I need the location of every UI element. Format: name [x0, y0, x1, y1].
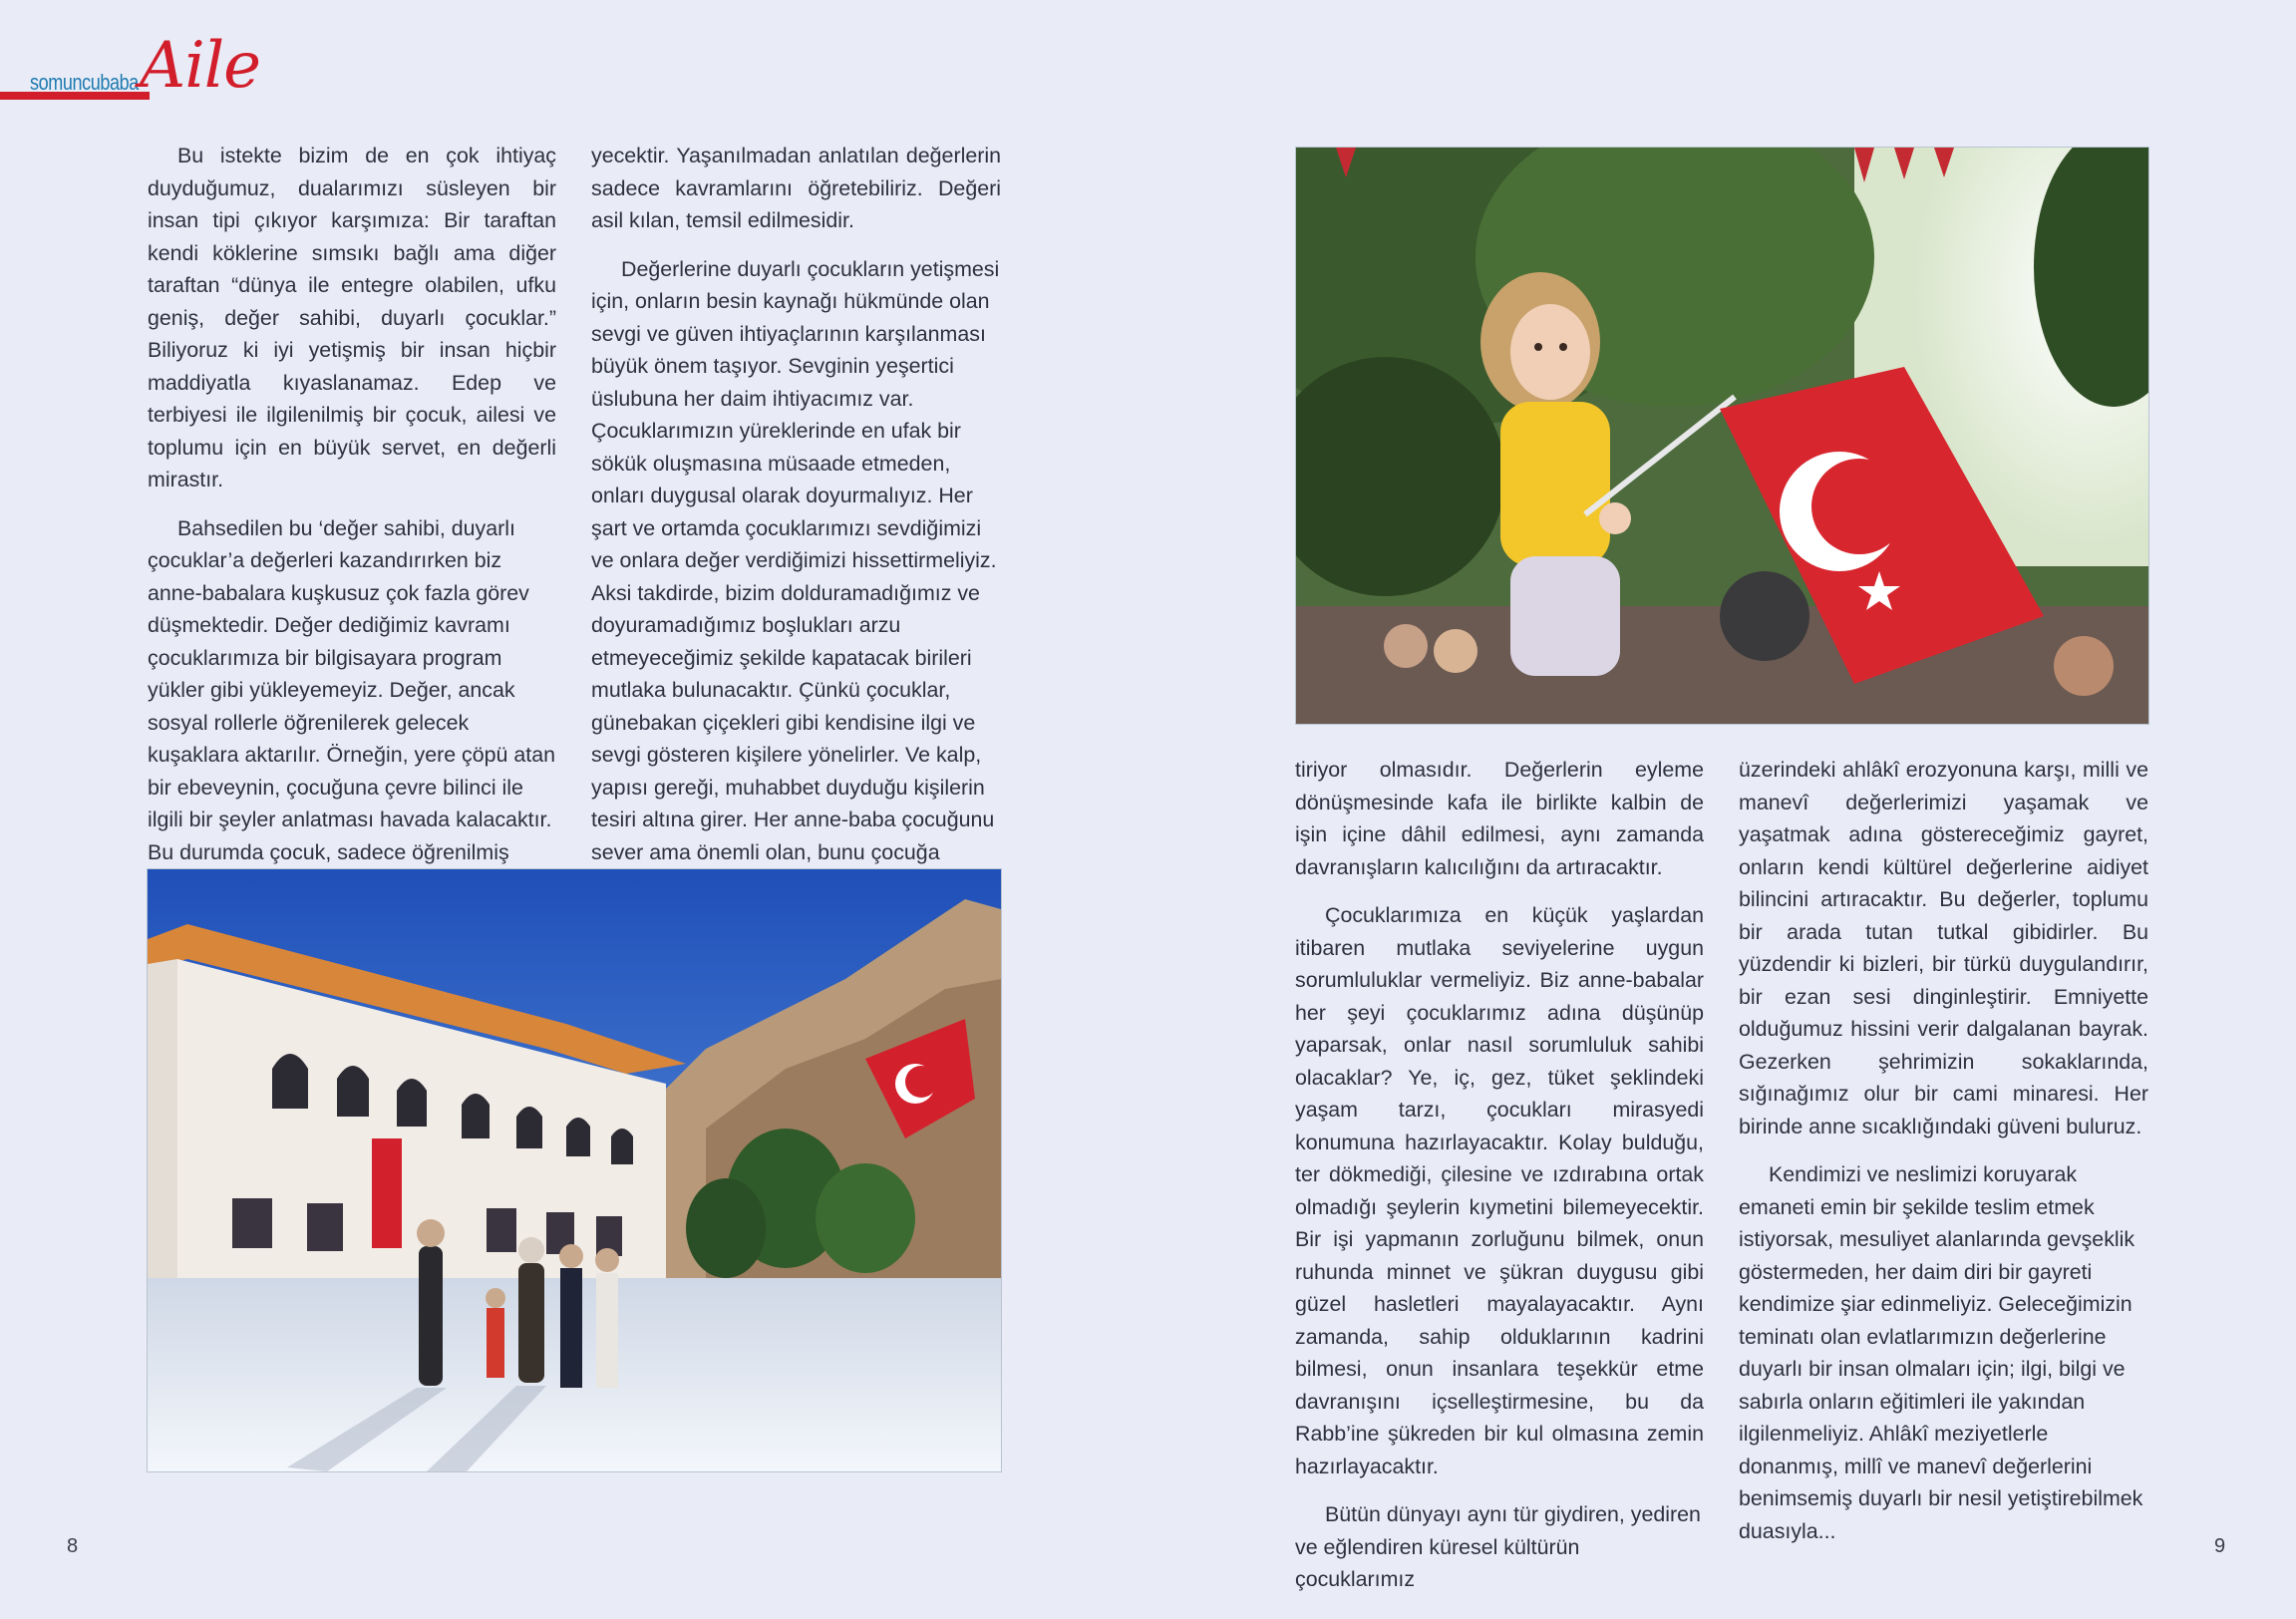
girl-with-flag-photo	[1295, 147, 2149, 725]
left-page-column-1	[148, 140, 556, 917]
paragraph: Kendimizi ve neslimizi koruyarak emaneti emin bir şekilde teslim etmek istiyorsak, mesuliyet alanlarında gevşeklik göstermeden, her daim diri bir gayreti kendimize şiar edinmeliyiz. Geleceğimizin teminatı olan evlatlarımızın değerlerine duyarlı bir insan olmaları için; ilgi, bilgi ve sabırla onların eğitimleri ile yakından ilgilenmeliyiz. Ahlâkî meziyetlerle donanmış, millî ve manevî değerlerini benimsemiş duyarlı bir nesil yetiştirebilmek duasıyla...	[1739, 1162, 2143, 1543]
paragraph: üzerindeki ahlâkî erozyonuna karşı, milli ve manevî değerlerimizi yaşamak ve yaşatmak adına göstereceğimiz gayret, onların kendi kültürel değerlerine aidiyet bilincini artıracaktır. Bu değerler, toplumu bir arada tutan tutkal gibidirler. Bu yüzdendir ki bizleri, bir türkü duygulandırır, bir ezan sesi dinginleştirir. Emniyette olduğumuz hissini verir dalgalanan bayrak. Gezerken şehrimizin sokaklarında, sığınağımız olur bir cami minaresi. Her birinde anne sıcaklığındaki güveni buluruz.	[1739, 758, 2148, 1138]
paragraph: tiriyor olmasıdır. Değerlerin eyleme dönüşmesinde kafa ile birlikte kalbin de işin içine dâhil edilmesi, aynı zamanda davranışların kalıcılığını da artıracaktır.	[1295, 758, 1704, 879]
magazine-logo	[0, 30, 259, 110]
page-number-left: 8	[67, 1535, 79, 1557]
paragraph: yecektir. Yaşanılmadan anlatılan değerlerin sadece kavramlarını öğretebiliriz. Değeri asil kılan, temsil edilmesidir.	[591, 144, 1001, 232]
logo-magazine-name: somuncubaba	[30, 70, 139, 95]
left-page-column-2	[591, 140, 1001, 917]
paragraph: Çocuklarımıza en küçük yaşlardan itibaren mutlaka seviyelerine uygun sorumluluklar vermeliyiz. Biz anne-babalar her şeyi çocuklarımız adına düşünüp yaparsak, onlar nasıl sorumluluk sahibi olacaklar? Ye, iç, gez, tüket şeklindeki yaşam tarzı, çocukları mirasyedi konumuna hazırlayacaktır. Kolay bulduğu, ter dökmediği, çilesine ve ızdırabına ortak olmadığı şeylerin kıymetini bilemeyecektir. Bir işi yapmanın zorluğunu bilmek, onun ruhunda minnet ve şükran duygusu gibi güzel hasletleri mayalayacaktır. Aynı zamanda, sahip olduklarının kadrini bilmesi, onun insanlara teşekkür etme davranışını içselleştirmesine, bu da Rabb’ine şükreden bir kul olmasına zemin hazırlayacaktır.	[1295, 903, 1704, 1478]
paragraph: Bütün dünyayı aynı tür giydiren, yediren ve eğlendiren küresel kültürün çocuklarımız	[1295, 1502, 1701, 1591]
family-building-photo	[147, 868, 1002, 1472]
paragraph: Bu istekte bizim de en çok ihtiyaç duyduğumuz, dualarımızı süsleyen bir insan tipi çıkıyor karşımıza: Bir taraftan kendi köklerine sımsıkı bağlı ama diğer taraftan “dünya ile entegre olabilen, ufku geniş, değer sahibi, duyarlı çocuklar.” Biliyoruz ki iyi yetişmiş bir insan hiçbir maddiyatla kıyaslanamaz. Edep ve terbiyesi ile ilgilenilmiş bir çocuk, ailesi ve toplumu için en büyük servet, en değerli mirastır.	[148, 144, 556, 491]
page-number-right: 9	[2214, 1535, 2226, 1557]
paragraph: Bahsedilen bu ‘değer sahibi, duyarlı çocuklar’a değerleri kazandırırken biz anne-babalara kuşkusuz çok fazla görev düşmektedir. Değer dediğimiz kavramı çocuklarımıza bir bilgisayara program yükler gibi yükleyemeyiz. Değer, ancak sosyal rollerle öğrenilerek gelecek kuşaklara aktarılır. Örneğin, yere çöpü atan bir ebeveynin, çocuğuna çevre bilinci ile ilgili bir şeyler anlatması havada kalacaktır. Bu durumda çocuk, sadece öğrenilmiş	[148, 515, 556, 864]
right-page-column-1	[1295, 754, 1704, 1612]
paragraph: Değerlerine duyarlı çocukların yetişmesi için, onların besin kaynağı hükmünde olan sevgi ve güven ihtiyaçlarının karşılanması büyük önem taşıyor. Sevginin yeşertici üslubuna her daim ihtiyacımız var. Çocuklarımızın yüreklerinde en ufak bir sökük oluşmasına müsaade etmeden, onları duygusal olarak doyurmalıyız. Her şart ve ortamda çocuklarımızı sevdiğimizi ve onlara değer verdiğimizi hissettirmeliyiz. Aksi takdirde, bizim dolduramadığımız ve doyuramadığımız boşlukları arzu etmeyeceğimiz şekilde kapatacak birileri mutlaka bulunacaktır. Çünkü çocuklar, günebakan çiçekleri gibi kendisine ilgi ve sevgi gösteren kişilere yönelirler. Ve kalp, yapısı gereği, muhabbet duyduğu kişilerin tesiri altına girer. Her anne-baba çocuğunu sever ama önemli olan, bunu çocuğa	[591, 256, 1000, 864]
logo-section-name: Aile	[140, 29, 261, 103]
right-page-column-2	[1739, 754, 2148, 1563]
